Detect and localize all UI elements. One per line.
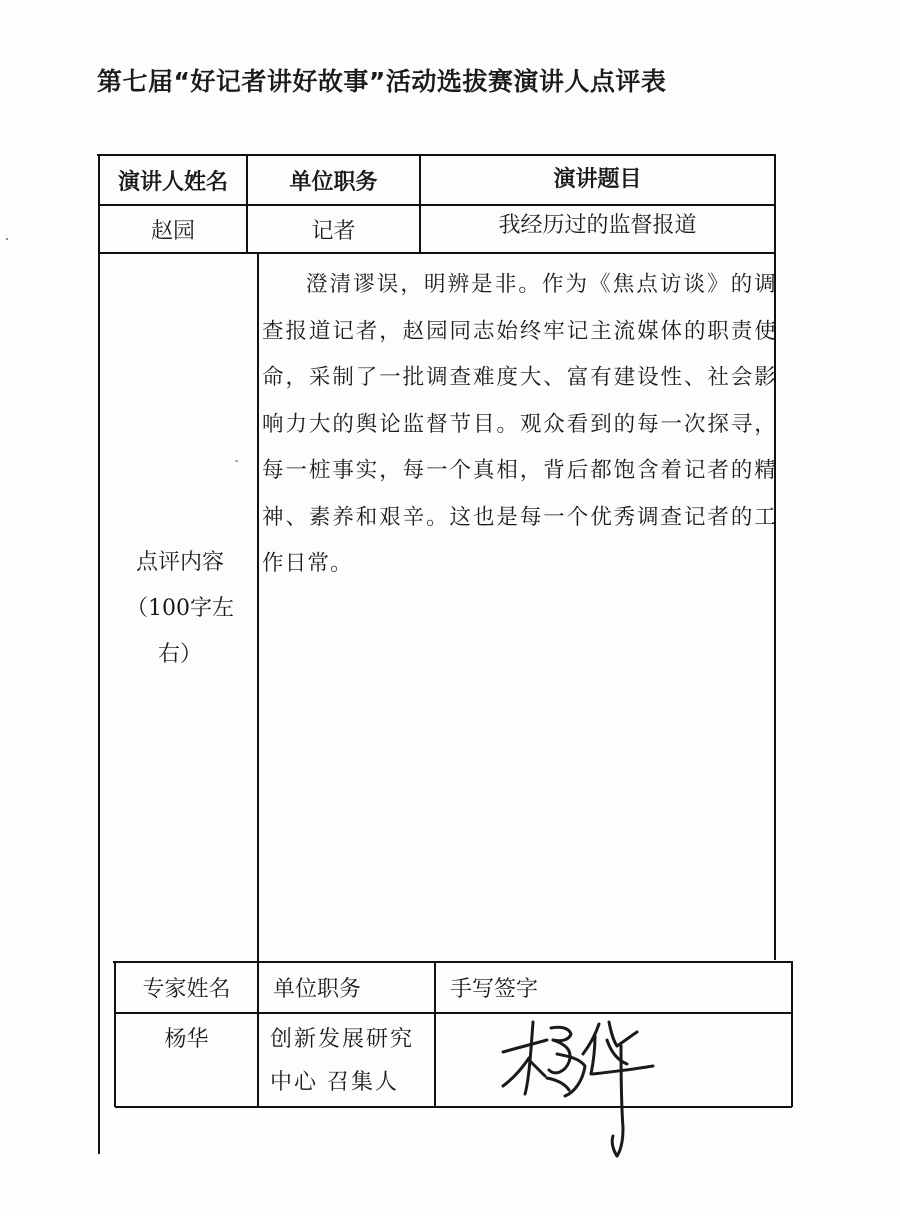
review-label-line3: 右） [157, 642, 202, 667]
handwritten-signature [495, 1010, 697, 1211]
value-row-bottom-border [100, 252, 776, 254]
scan-dot [235, 460, 238, 462]
form-title: 第七届“好记者讲好故事”活动选拔赛演讲人点评表 [97, 67, 667, 96]
review-label [106, 540, 254, 678]
header-expert-name: 专家姓名 [142, 977, 231, 1002]
review-content: 澄清谬误，明辨是非。作为《焦点访谈》的调查报道记者，赵园同志始终牢记主流媒体的职责使命，采制了一批调查难度大、富有建设性、社会影响力大的舆论监督节目。观众看到的每一次探寻，每一桩事实，每一个真相，背后都饱含着记者的精神、素养和艰辛。这也是每一个优秀调查记者的工作日常。 [262, 272, 777, 576]
speech-topic-value: 我经历过的监督报道 [498, 212, 697, 238]
table-bottom-border [115, 1106, 792, 1108]
header-speaker-name: 演讲人姓名 [117, 169, 228, 195]
review-label-divider [257, 252, 259, 962]
header-speech-topic: 演讲题目 [553, 166, 642, 192]
table-left-border [98, 154, 100, 1154]
review-label-line2: （100字左 [126, 596, 234, 621]
expert-position-line2: 中心 召集人 [270, 1070, 399, 1095]
scan-dot [6, 238, 8, 240]
expert-position-line1: 创新发展研究 [270, 1027, 415, 1052]
expert-position-value [270, 1018, 434, 1104]
speaker-name-value: 赵园 [150, 218, 195, 244]
header-signature: 手写签字 [450, 977, 539, 1002]
expert-name-value: 杨华 [164, 1026, 209, 1052]
speaker-position-value: 记者 [311, 218, 356, 244]
signature-text: 杨华 [695, 1210, 697, 1211]
header-speaker-position: 单位职务 [289, 169, 378, 195]
lower-right-border [791, 961, 793, 1107]
review-label-line1: 点评内容 [135, 550, 224, 575]
header-expert-position: 单位职务 [273, 977, 362, 1002]
